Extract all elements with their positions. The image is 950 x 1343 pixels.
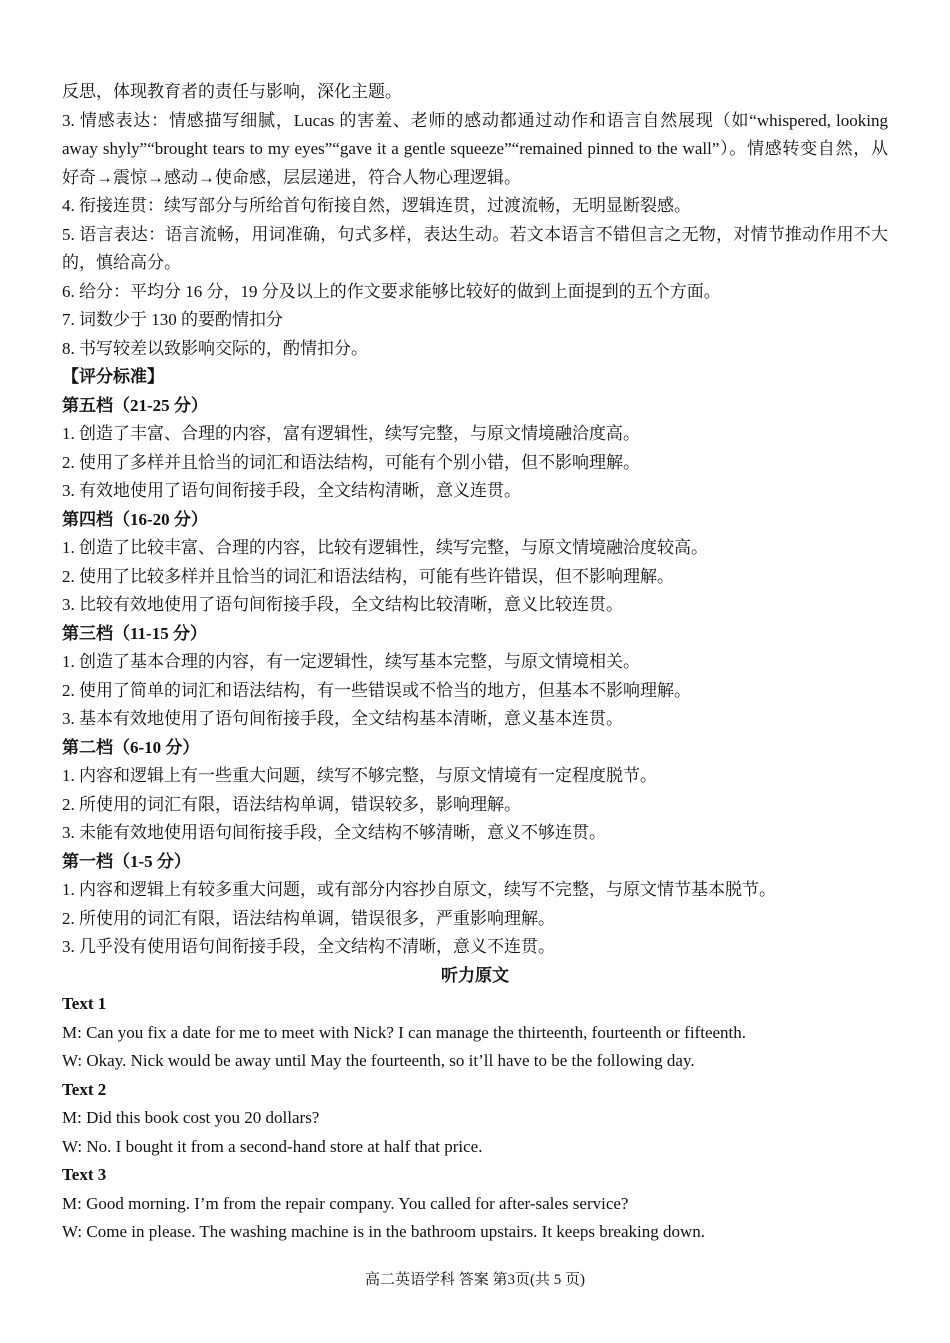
criteria-heading: 【评分标准】: [62, 367, 164, 386]
text-label: Text 3: [62, 1165, 107, 1184]
band-title: 第一档（1-5 分）: [62, 851, 191, 871]
text-label: Text 1: [62, 994, 107, 1013]
band-item: 1. 创造了丰富、合理的内容，富有逻辑性，续写完整，与原文情境融洽度高。: [62, 424, 640, 443]
intro-paragraph-4: 4. 衔接连贯：续写部分与所给首句衔接自然，逻辑连贯，过渡流畅，无明显断裂感。: [62, 196, 691, 215]
band-item: 1. 内容和逻辑上有一些重大问题，续写不够完整，与原文情境有一定程度脱节。: [62, 766, 657, 785]
band-1: [62, 848, 888, 962]
listening-text-3: [62, 1161, 888, 1247]
intro-paragraph-5: 5. 语言表达：语言流畅，用词准确，句式多样，表达生动。若文本语言不错但言之无物，对情节推动作用不大的，慎给高分。: [62, 224, 888, 272]
dialogue-line: M: Can you fix a date for me to meet with Nick? I can manage the thirteenth, fourteenth or fifteenth.: [62, 1022, 747, 1042]
page-footer: 高二英语学科 答案 第3页(共 5 页): [365, 1272, 585, 1288]
band-title: 第四档（16-20 分）: [62, 509, 208, 529]
band-item: 1. 内容和逻辑上有较多重大问题，或有部分内容抄自原文，续写不完整，与原文情节基本脱节。: [62, 880, 776, 899]
band-item: 2. 使用了多样并且恰当的词汇和语法结构，可能有个别小错，但不影响理解。: [62, 452, 640, 472]
intro-line: 反思，体现教育者的责任与影响，深化主题。: [62, 82, 402, 101]
intro-paragraph-8: 8. 书写较差以致影响交际的，酌情扣分。: [62, 338, 368, 358]
dialogue-line: M: Good morning. I’m from the repair company. You called for after-sales service?: [62, 1193, 629, 1213]
band-title: 第三档（11-15 分）: [62, 623, 207, 643]
intro-paragraph-7: 7. 词数少于 130 的要酌情扣分: [62, 310, 283, 329]
text-label: Text 2: [62, 1079, 107, 1099]
band-item: 2. 使用了简单的词汇和语法结构，有一些错误或不恰当的地方，但基本不影响理解。: [62, 680, 691, 700]
listening-text-1: [62, 990, 888, 1076]
intro-paragraph-3: 3. 情感表达：情感描写细腻，Lucas 的害羞、老师的感动都通过动作和语言自然展现（如“whispered, looking away shyly”“brought tears to my eyes”“gave it a gentle squeeze”“remained pinned to the wall”）。情感转变自然，从好奇→震惊→感动→使命感，层层递进，符合人物心理逻辑。: [62, 110, 888, 187]
listening-title: 听力原文: [441, 965, 509, 985]
band-item: 3. 几乎没有使用语句间衔接手段，全文结构不清晰，意义不连贯。: [62, 937, 555, 956]
band-3: [62, 620, 888, 734]
band-item: 1. 创造了基本合理的内容，有一定逻辑性，续写基本完整，与原文情境相关。: [62, 652, 640, 671]
band-item: 1. 创造了比较丰富、合理的内容，比较有逻辑性，续写完整，与原文情境融洽度较高。: [62, 538, 708, 557]
dialogue-line: M: Did this book cost you 20 dollars?: [62, 1108, 320, 1127]
document-page: [62, 78, 888, 1247]
band-title: 第五档（21-25 分）: [62, 395, 208, 415]
band-title: 第二档（6-10 分）: [62, 737, 200, 757]
band-item: 3. 有效地使用了语句间衔接手段，全文结构清晰，意义连贯。: [62, 481, 521, 500]
band-2: [62, 734, 888, 848]
listening-text-2: [62, 1076, 888, 1162]
dialogue-line: W: Come in please. The washing machine is in the bathroom upstairs. It keeps breaking down.: [62, 1222, 706, 1241]
dialogue-line: W: Okay. Nick would be away until May the fourteenth, so it’ll have to be the following day.: [62, 1051, 695, 1070]
band-item: 2. 所使用的词汇有限，语法结构单调，错误较多，影响理解。: [62, 794, 521, 814]
dialogue-line: W: No. I bought it from a second-hand store at half that price.: [62, 1136, 483, 1156]
band-item: 3. 基本有效地使用了语句间衔接手段，全文结构基本清晰，意义基本连贯。: [62, 709, 623, 728]
intro-paragraph-6: 6. 给分：平均分 16 分，19 分及以上的作文要求能够比较好的做到上面提到的五个方面。: [62, 281, 721, 301]
band-4: [62, 506, 888, 620]
band-item: 2. 所使用的词汇有限，语法结构单调，错误很多，严重影响理解。: [62, 908, 555, 928]
band-item: 3. 未能有效地使用语句间衔接手段，全文结构不够清晰，意义不够连贯。: [62, 823, 606, 842]
band-item: 3. 比较有效地使用了语句间衔接手段，全文结构比较清晰，意义比较连贯。: [62, 595, 623, 614]
band-item: 2. 使用了比较多样并且恰当的词汇和语法结构，可能有些许错误，但不影响理解。: [62, 566, 674, 586]
band-5: [62, 392, 888, 506]
